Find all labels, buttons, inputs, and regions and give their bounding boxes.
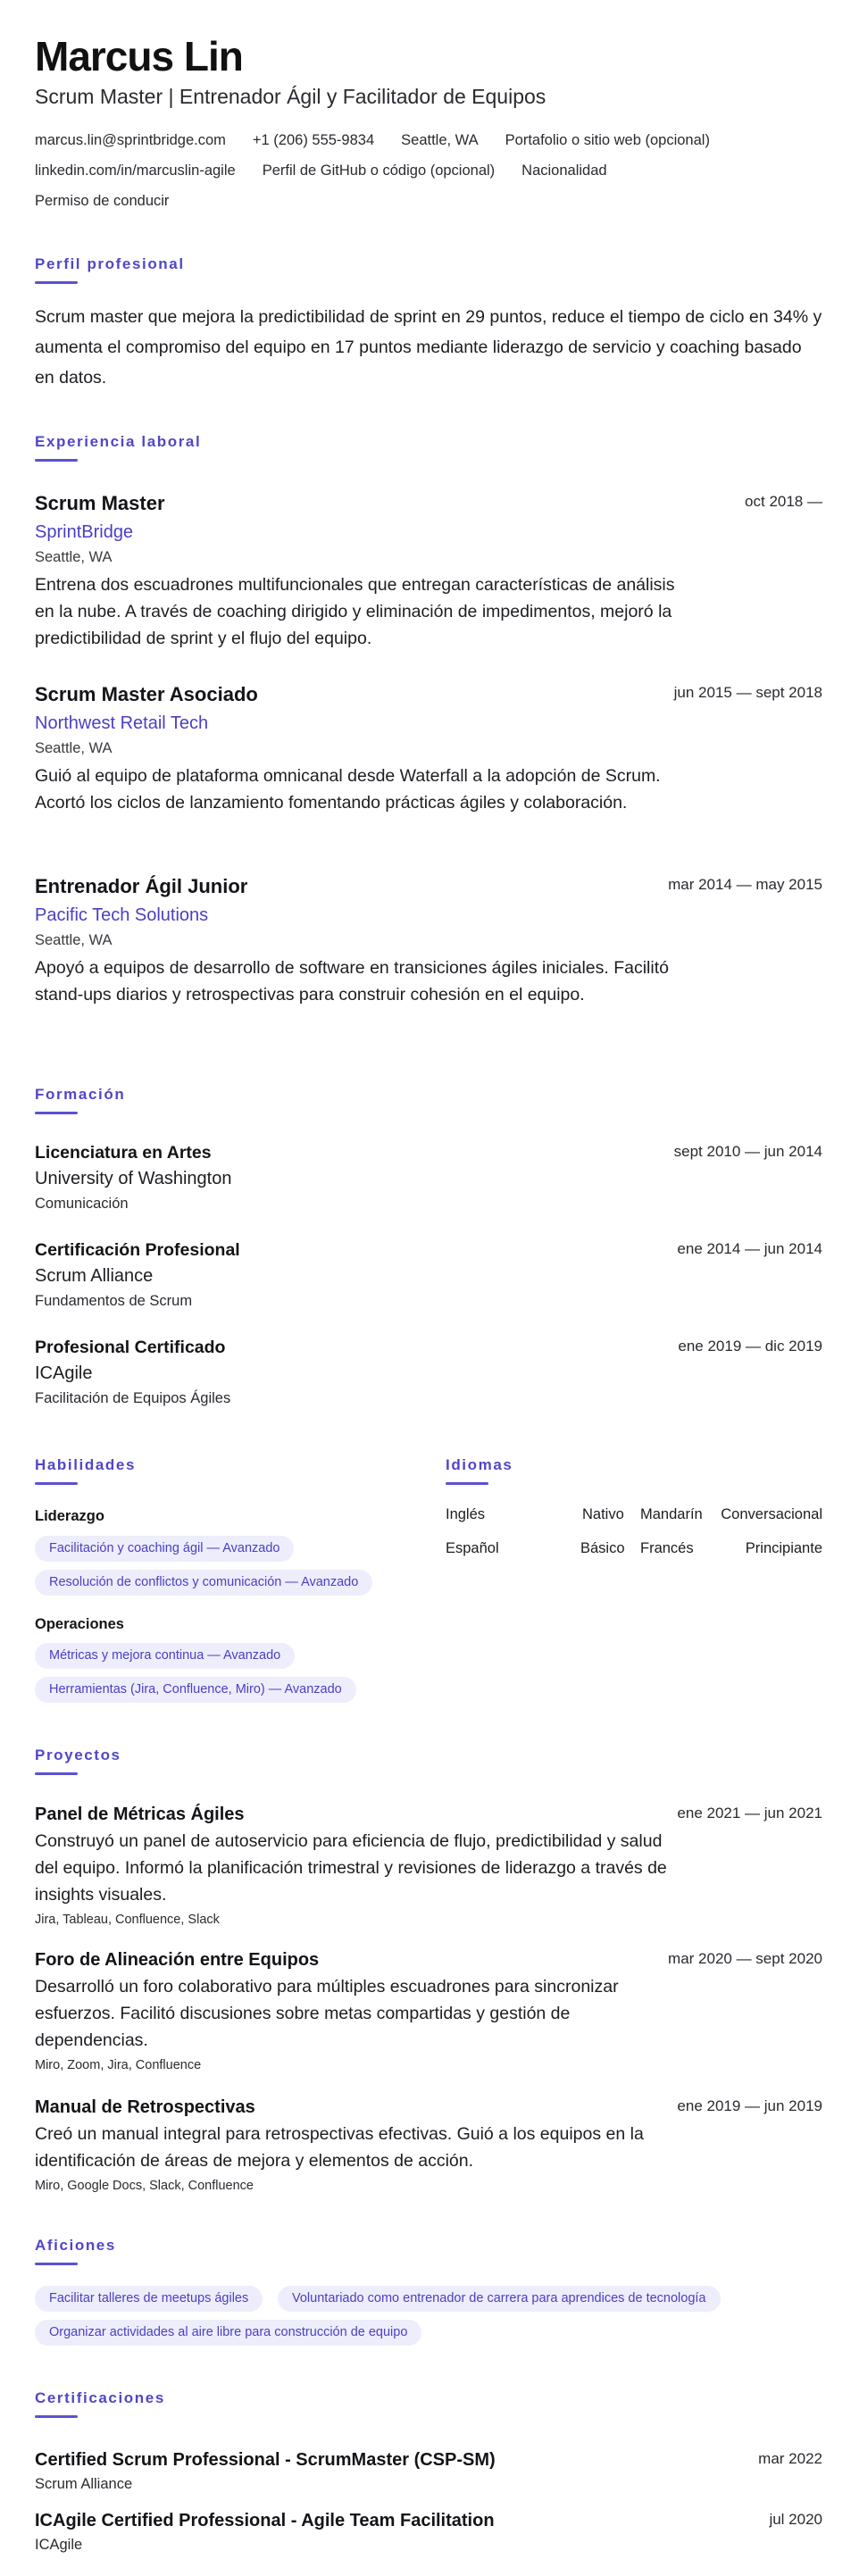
education-school: ICAgile bbox=[35, 1363, 93, 1383]
job-location: Seattle, WA bbox=[35, 740, 113, 756]
contact-portfolio[interactable]: Portafolio o sitio web (opcional) bbox=[505, 132, 710, 148]
job-description: Guió al equipo de plataforma omnicanal desde Waterfall a la adopción de Scrum. Acortó los ciclos de lanzamiento fomentando prácticas ágiles y colaboración. bbox=[35, 766, 661, 813]
skill-group-title: Operaciones bbox=[35, 1616, 124, 1632]
education-date: ene 2014 — jun 2014 bbox=[677, 1240, 822, 1257]
section-title-experience: Experiencia laboral bbox=[35, 433, 202, 450]
job-location: Seattle, WA bbox=[35, 932, 113, 948]
project-name: Panel de Métricas Ágiles bbox=[35, 1805, 245, 1824]
project-description: Creó un manual integral para retrospectivas efectivas. Guió a los equipos en la identificación de áreas de mejora y elementos de acción. bbox=[35, 2124, 644, 2171]
education-date: ene 2019 — dic 2019 bbox=[678, 1338, 822, 1355]
job-company[interactable]: SprintBridge bbox=[35, 522, 134, 542]
contact-license: Permiso de conducir bbox=[35, 193, 170, 209]
candidate-headline: Scrum Master | Entrenador Ágil y Facilitador de Equipos bbox=[35, 85, 546, 108]
language-level: Conversacional bbox=[721, 1506, 822, 1522]
language-level: Nativo bbox=[582, 1506, 624, 1522]
skill-group-title: Liderazgo bbox=[35, 1508, 104, 1524]
experience-item bbox=[35, 874, 822, 1008]
candidate-name: Marcus Lin bbox=[35, 33, 243, 79]
hobby-chip: Facilitar talleres de meetups ágiles bbox=[35, 2286, 263, 2312]
experience-item bbox=[35, 491, 822, 652]
summary-text: Scrum master que mejora la predictibilidad de sprint en 29 puntos, reduce el tiempo de ciclo en 34% y aumenta el compromiso del equipo en 17 puntos mediante liderazgo de servicio y coaching basado en datos. bbox=[35, 307, 822, 388]
section-underline bbox=[35, 1112, 78, 1114]
project-tech: Jira, Tableau, Confluence, Slack bbox=[35, 1913, 220, 1927]
job-description: Entrena dos escuadrones multifuncionales que entregan características de análisis en la nube. A través de coaching dirigido y eliminación de impedimentos, mejoró la predictibilidad de sprint y el flujo del equipo. bbox=[35, 575, 675, 648]
project-tech: Miro, Google Docs, Slack, Confluence bbox=[35, 2179, 254, 2193]
section-title-summary: Perfil profesional bbox=[35, 255, 185, 272]
section-underline bbox=[35, 2263, 78, 2265]
certification-issuer: ICAgile bbox=[35, 2537, 83, 2553]
job-role: Scrum Master Asociado bbox=[35, 683, 258, 705]
education-school: Scrum Alliance bbox=[35, 1266, 154, 1286]
section-underline bbox=[446, 1482, 488, 1485]
education-degree: Licenciatura en Artes bbox=[35, 1143, 212, 1163]
section-underline bbox=[35, 2415, 78, 2418]
education-item bbox=[35, 1238, 822, 1311]
certification-issuer: Scrum Alliance bbox=[35, 2476, 133, 2492]
project-date: ene 2019 — jun 2019 bbox=[677, 2097, 822, 2114]
education-field: Fundamentos de Scrum bbox=[35, 1293, 193, 1309]
language-row bbox=[446, 1538, 822, 1559]
skill-chip: Resolución de conflictos y comunicación — Avanzado bbox=[35, 1570, 372, 1596]
certification-item bbox=[35, 2509, 822, 2555]
section-underline bbox=[35, 459, 78, 462]
job-date: mar 2014 — may 2015 bbox=[668, 876, 822, 893]
section-underline bbox=[35, 281, 78, 284]
section-title-education: Formación bbox=[35, 1086, 126, 1103]
project-name: Manual de Retrospectivas bbox=[35, 2097, 255, 2117]
section-underline bbox=[35, 1772, 78, 1775]
contact-row bbox=[35, 130, 710, 150]
language-name: Mandarín bbox=[640, 1506, 703, 1522]
job-role: Scrum Master bbox=[35, 492, 165, 514]
project-item bbox=[35, 1803, 822, 1929]
section-underline bbox=[35, 1482, 78, 1485]
language-name: Inglés bbox=[446, 1506, 486, 1522]
job-date: oct 2018 — bbox=[745, 493, 822, 510]
section-title-hobbies: Aficiones bbox=[35, 2237, 116, 2254]
language-level: Básico bbox=[580, 1540, 625, 1556]
contact-github[interactable]: Perfil de GitHub o código (opcional) bbox=[262, 163, 496, 179]
education-field: Comunicación bbox=[35, 1196, 129, 1212]
job-company[interactable]: Northwest Retail Tech bbox=[35, 713, 209, 733]
language-level: Principiante bbox=[745, 1540, 822, 1556]
education-item bbox=[35, 1141, 822, 1213]
education-degree: Certificación Profesional bbox=[35, 1240, 240, 1260]
language-name: Español bbox=[446, 1540, 499, 1556]
certification-date: jul 2020 bbox=[769, 2511, 822, 2528]
certification-name: ICAgile Certified Professional - Agile Team Facilitation bbox=[35, 2511, 495, 2530]
project-description: Desarrolló un foro colaborativo para múltiples escuadrones para sincronizar esfuerzos. Facilitó discusiones sobre metas compartidas y gestión de dependencias. bbox=[35, 1977, 619, 2050]
language-row bbox=[446, 1504, 822, 1525]
contact-location: Seattle, WA bbox=[401, 132, 479, 148]
experience-item bbox=[35, 682, 822, 816]
skill-chip: Facilitación y coaching ágil — Avanzado bbox=[35, 1536, 294, 1562]
project-item bbox=[35, 1948, 822, 2074]
project-item bbox=[35, 2096, 822, 2195]
education-degree: Profesional Certificado bbox=[35, 1338, 226, 1357]
contact-phone[interactable]: +1 (206) 555-9834 bbox=[252, 132, 375, 148]
certification-date: mar 2022 bbox=[758, 2450, 822, 2467]
language-name: Francés bbox=[640, 1540, 694, 1556]
contact-email[interactable]: marcus.lin@sprintbridge.com bbox=[35, 132, 226, 148]
certification-name: Certified Scrum Professional - ScrumMaster (CSP-SM) bbox=[35, 2450, 496, 2470]
education-school: University of Washington bbox=[35, 1169, 232, 1188]
certification-item bbox=[35, 2448, 822, 2494]
contact-row bbox=[35, 191, 169, 211]
project-tech: Miro, Zoom, Jira, Confluence bbox=[35, 2058, 202, 2072]
section-title-projects: Proyectos bbox=[35, 1747, 121, 1763]
project-name: Foro de Alineación entre Equipos bbox=[35, 1950, 320, 1970]
job-company[interactable]: Pacific Tech Solutions bbox=[35, 905, 209, 925]
contact-linkedin[interactable]: linkedin.com/in/marcuslin-agile bbox=[35, 163, 236, 179]
education-field: Facilitación de Equipos Ágiles bbox=[35, 1390, 231, 1406]
education-date: sept 2010 — jun 2014 bbox=[673, 1143, 822, 1160]
job-location: Seattle, WA bbox=[35, 549, 113, 565]
section-title-certifications: Certificaciones bbox=[35, 2389, 165, 2406]
hobby-chip: Organizar actividades al aire libre para construcción de equipo bbox=[35, 2320, 421, 2346]
section-title-languages: Idiomas bbox=[446, 1456, 513, 1473]
hobby-chip: Voluntariado como entrenador de carrera para aprendices de tecnología bbox=[278, 2286, 721, 2312]
project-date: ene 2021 — jun 2021 bbox=[677, 1805, 822, 1822]
education-item bbox=[35, 1336, 822, 1408]
job-description: Apoyó a equipos de desarrollo de software en transiciones ágiles iniciales. Facilitó stand-ups diarios y retrospectivas para construir cohesión en el equipo. bbox=[35, 958, 669, 1005]
section-title-skills: Habilidades bbox=[35, 1456, 137, 1473]
project-description: Construyó un panel de autoservicio para eficiencia de flujo, predictibilidad y salud del equipo. Informó la planificación trimestral y revisiones de liderazgo a través de insights visuales. bbox=[35, 1831, 667, 1905]
job-role: Entrenador Ágil Junior bbox=[35, 875, 248, 897]
contact-nationality: Nacionalidad bbox=[521, 163, 607, 179]
contact-row bbox=[35, 161, 607, 180]
project-date: mar 2020 — sept 2020 bbox=[668, 1950, 822, 1967]
job-date: jun 2015 — sept 2018 bbox=[673, 684, 822, 701]
skill-chip: Métricas y mejora continua — Avanzado bbox=[35, 1643, 295, 1669]
skill-chip: Herramientas (Jira, Confluence, Miro) — Avanzado bbox=[35, 1677, 356, 1703]
